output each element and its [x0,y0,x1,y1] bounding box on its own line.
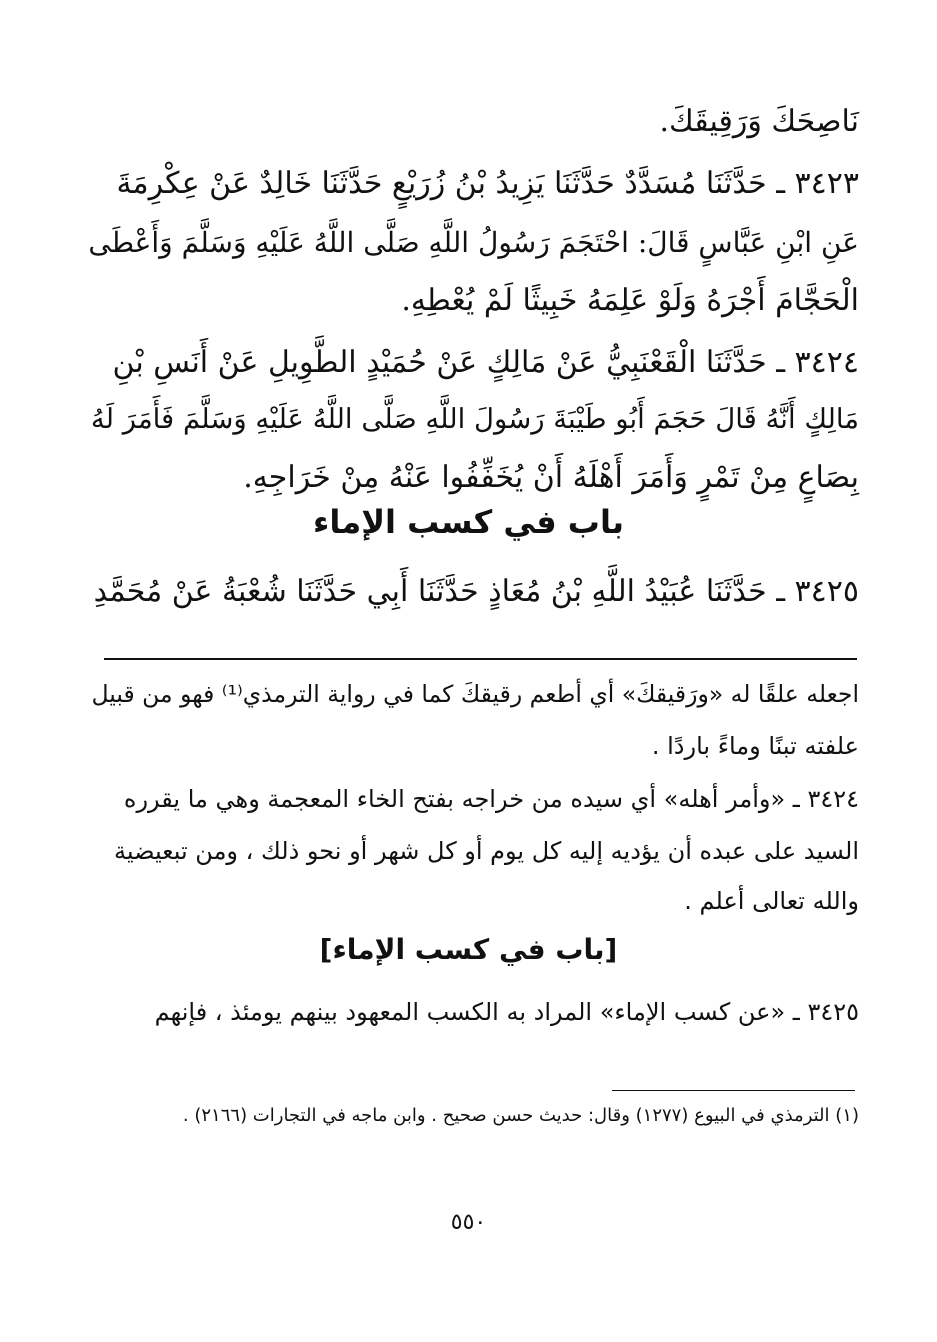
hadith-3424-line-2: مَالِكٍ أَنَّهُ قَالَ حَجَمَ أَبُو طَيْبَةَ رَسُولَ اللَّهِ صَلَّى اللَّهُ عَلَيْهِ وَسَلَّمَ فَأَمَرَ لَهُ [90,403,859,435]
hadith-3423-line-2: عَنِ ابْنِ عَبَّاسٍ قَالَ: احْتَجَمَ رَسُولُ اللَّهِ صَلَّى اللَّهُ عَلَيْهِ وَسَلَّمَ وَأَعْطَى [88,226,859,259]
commentary-3424-line-2: السيد على عبده أن يؤديه إليه كل يوم أو كل شهر أو نحو ذلك ، ومن تبعيضية [114,837,859,865]
hadith-line-1: نَاصِحَكَ وَرَقِيقَكَ. [659,104,859,139]
commentary-line-1: اجعله علقًا له «ورَقيقكَ» أي أطعم رقيقكَ كما في رواية الترمذي⁽¹⁾ فهو من قبيل [91,680,859,708]
commentary-chapter-heading: [باب في كسب الإماء] [319,933,618,966]
footnote-divider [612,1090,855,1091]
text-divider [104,658,857,660]
hadith-3424-line-1: ٣٤٢٤ ـ حَدَّثَنَا الْقَعْنَبِيُّ عَنْ مَالِكٍ عَنْ حُمَيْدٍ الطَّوِيلِ عَنْ أَنَسِ بْنِ [112,345,859,380]
chapter-heading: باب في كسب الإماء [313,503,624,541]
hadith-3425-line-1: ٣٤٢٥ ـ حَدَّثَنَا عُبَيْدُ اللَّهِ بْنُ مُعَاذٍ حَدَّثَنَا أَبِي حَدَّثَنَا شُعْبَةُ عَنْ مُحَمَّدِ [93,574,859,609]
hadith-3423-line-1: ٣٤٢٣ ـ حَدَّثَنَا مُسَدَّدٌ حَدَّثَنَا يَزِيدُ بْنُ زُرَيْعٍ حَدَّثَنَا خَالِدٌ عَنْ عِكْرِمَةَ [116,166,859,201]
commentary-3424-line-3: والله تعالى أعلم . [684,887,859,915]
commentary-line-2: علفته تبنًا وماءً باردًا . [651,732,859,760]
hadith-3423-line-3: الْحَجَّامَ أَجْرَهُ وَلَوْ عَلِمَهُ خَبِيثًا لَمْ يُعْطِهِ. [401,283,859,318]
hadith-3424-line-3: بِصَاعٍ مِنْ تَمْرٍ وَأَمَرَ أَهْلَهُ أَنْ يُخَفِّفُوا عَنْهُ مِنْ خَرَاجِهِ. [243,460,859,495]
commentary-3425-line-1: ٣٤٢٥ ـ «عن كسب الإماء» المراد به الكسب المعهود بينهم يومئذ ، فإنهم [154,998,859,1026]
commentary-3424-line-1: ٣٤٢٤ ـ «وأمر أهله» أي سيده من خراجه بفتح الخاء المعجمة وهي ما يقرره [123,785,859,813]
page-number: ٥٥٠ [450,1210,487,1235]
footnote: (١) الترمذي في البيوع (١٢٧٧) وقال: حديث حسن صحيح . وابن ماجه في التجارات (٢١٦٦) . [182,1105,859,1126]
